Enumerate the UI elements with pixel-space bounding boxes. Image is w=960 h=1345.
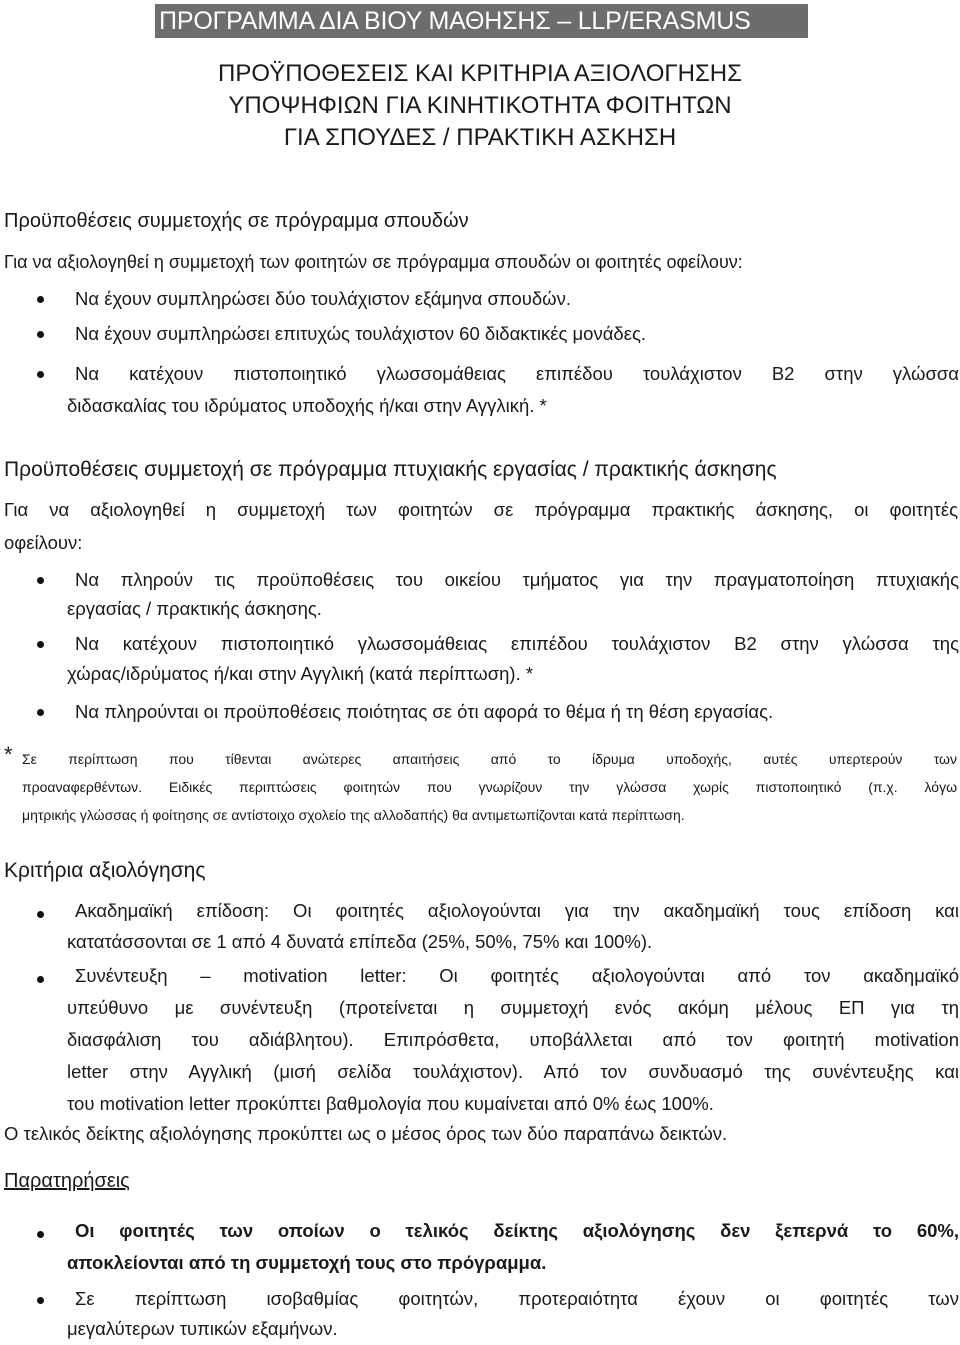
main-title (0, 58, 960, 154)
placement-bullet-2 (75, 628, 959, 660)
bullet-line: Να έχουν συμπληρώσει δύο τουλάχιστον εξάμηνα σπουδών. (75, 288, 571, 309)
bullet-line: υπεύθυνο με συνέντευξη (προτείνεται η συμμετοχή ενός ακόμη μέλους ΕΠ για τη (67, 997, 959, 1018)
bullet-dot-icon (37, 577, 44, 584)
bullet-line: Να κατέχουν πιστοποιητικό γλωσσομάθειας επιπέδου τουλάχιστον Β2 στην γλώσσα της (75, 633, 959, 654)
bullet-line: Να πληρούνται οι προϋποθέσεις ποιότητας σε ότι αφορά το θέμα ή τη θέση εργασίας. (75, 701, 774, 722)
study-bullet-3-cont (67, 390, 947, 422)
bullet-line: Οι φοιτητές των οποίων ο τελικός δείκτης αξιολόγησης δεν ξεπερνά το 60%, (75, 1220, 959, 1241)
notes-bullet-2 (75, 1283, 959, 1315)
footnote-line: Σε περίπτωση που τίθενται ανώτερες απαιτήσεις από το ίδρυμα υποδοχής, αυτές υπερτερούν των (22, 751, 957, 767)
placement-intro (4, 493, 958, 526)
bullet-line: Να πληρούν τις προϋποθέσεις του οικείου τμήματος για την πραγματοποίηση πτυχιακής (75, 569, 959, 590)
intro-line: Για να αξιολογηθεί η συμμετοχή των φοιτητών σε πρόγραμμα πρακτικής άσκησης, οι φοιτητές (4, 499, 958, 520)
criteria-final-note: Ο τελικός δείκτης αξιολόγησης προκύπτει ως ο μέσος όρος των δύο παραπάνω δεικτών. (4, 1123, 728, 1144)
placement-bullet-1 (75, 564, 959, 596)
placement-bullet-1-cont (67, 593, 947, 625)
bullet-line: letter στην Αγγλική (μισή σελίδα τουλάχιστον). Από τον συνδυασμό της συνέντευξης και (67, 1061, 959, 1082)
bullet-line: κατατάσσονται σε 1 από 4 δυνατά επίπεδα (25%, 50%, 75% και 100%). (67, 931, 653, 952)
bullet-line: Ακαδημαϊκή επίδοση: Οι φοιτητές αξιολογούνται για την ακαδημαϊκή τους επίδοση και (75, 900, 959, 921)
bullet-dot-icon (37, 709, 44, 716)
study-bullet-2 (75, 318, 955, 350)
footnote-asterisk: * (4, 742, 13, 767)
notes-bullet-2-cont (67, 1313, 947, 1345)
bullet-line: χώρας/ιδρύματος ή/και στην Αγγλική (κατά περίπτωση). * (67, 663, 534, 684)
bullet-line: αποκλείονται από τη συμμετοχή τους στο πρόγραμμα. (67, 1252, 547, 1273)
bullet-line: Να έχουν συμπληρώσει επιτυχώς τουλάχιστον 60 διδακτικές μονάδες. (75, 323, 647, 344)
bullet-dot-icon (37, 331, 44, 338)
bullet-dot-icon (37, 641, 44, 648)
criteria-bullet-1-cont (67, 926, 947, 958)
bullet-dot-icon (37, 976, 44, 983)
bullet-dot-icon (37, 911, 44, 918)
main-title-line: ΠΡΟΫΠΟΘΕΣΕΙΣ ΚΑΙ ΚΡΙΤΗΡΙΑ ΑΞΙΟΛΟΓΗΣΗΣ (218, 60, 742, 87)
criteria-bullet-2 (75, 960, 959, 992)
bullet-line: Συνέντευξη – motivation letter: Οι φοιτητές αξιολογούνται από τον ακαδημαϊκό (75, 965, 959, 986)
bullet-dot-icon (37, 1231, 44, 1238)
study-bullet-1 (75, 283, 955, 315)
placement-bullet-2-cont (67, 658, 947, 690)
bullet-dot-icon (37, 1297, 44, 1304)
main-title-line: ΓΙΑ ΣΠΟΥΔΕΣ / ΠΡΑΚΤΙΚΗ ΑΣΚΗΣΗ (283, 124, 677, 151)
bullet-line: του motivation letter προκύπτει βαθμολογία που κυμαίνεται από 0% έως 100%. (67, 1093, 714, 1114)
bullet-line: διασφάλιση του αδιάβλητου). Επιπρόσθετα, υποβάλλεται από τον φοιτητή motivation (67, 1029, 959, 1050)
study-bullet-3 (75, 358, 959, 390)
footnote-line: μητρικής γλώσσας ή φοίτησης σε αντίστοιχο σχολείο της αλλοδαπής) θα αντιμετωπίζονται κατά περίπτωση. (22, 807, 685, 823)
bullet-line: μεγαλύτερων τυπικών εξαμήνων. (67, 1318, 338, 1339)
notes-bullet-1-cont (67, 1247, 947, 1279)
footnote-line: προαναφερθέντων. Ειδικές περιπτώσεις φοιτητών που γνωρίζουν την γλώσσα χωρίς πιστοποιητικό (π.χ. λόγω (22, 779, 957, 795)
footnote (22, 745, 957, 829)
criteria-bullet-1 (75, 895, 959, 927)
placement-bullet-3 (75, 696, 955, 728)
criteria-bullet-2-cont (67, 992, 959, 1120)
bullet-line: Σε περίπτωση ισοβαθμίας φοιτητών, προτεραιότητα έχουν οι φοιτητές των (75, 1288, 959, 1309)
bullet-line: Να κατέχουν πιστοποιητικό γλωσσομάθειας επιπέδου τουλάχιστον Β2 στην γλώσσα (75, 363, 959, 384)
program-banner: ΠΡΟΓΡΑΜΜΑ ΔΙΑ ΒΙΟΥ ΜΑΘΗΣΗΣ – LLP/ERASMUS (155, 4, 808, 38)
bullet-dot-icon (37, 296, 44, 303)
study-heading: Προϋποθέσεις συμμετοχής σε πρόγραμμα σπουδών (4, 210, 469, 232)
main-title-line: ΥΠΟΨΗΦΙΩΝ ΓΙΑ ΚΙΝΗΤΙΚΟΤΗΤΑ ΦΟΙΤΗΤΩΝ (228, 92, 732, 119)
bullet-line: διδασκαλίας του ιδρύματος υποδοχής ή/και στην Αγγλική. * (67, 395, 547, 416)
notes-bullet-1 (75, 1215, 959, 1247)
study-intro: Για να αξιολογηθεί η συμμετοχή των φοιτητών σε πρόγραμμα σπουδών οι φοιτητές οφείλουν: (4, 252, 743, 272)
placement-intro-cont: οφείλουν: (4, 532, 83, 553)
placement-heading: Προϋποθέσεις συμμετοχή σε πρόγραμμα πτυχιακής εργασίας / πρακτικής άσκησης (4, 458, 777, 481)
bullet-line: εργασίας / πρακτικής άσκησης. (67, 598, 322, 619)
notes-heading: Παρατηρήσεις (4, 1170, 130, 1192)
bullet-dot-icon (37, 371, 44, 378)
criteria-heading: Κριτήρια αξιολόγησης (4, 859, 206, 882)
